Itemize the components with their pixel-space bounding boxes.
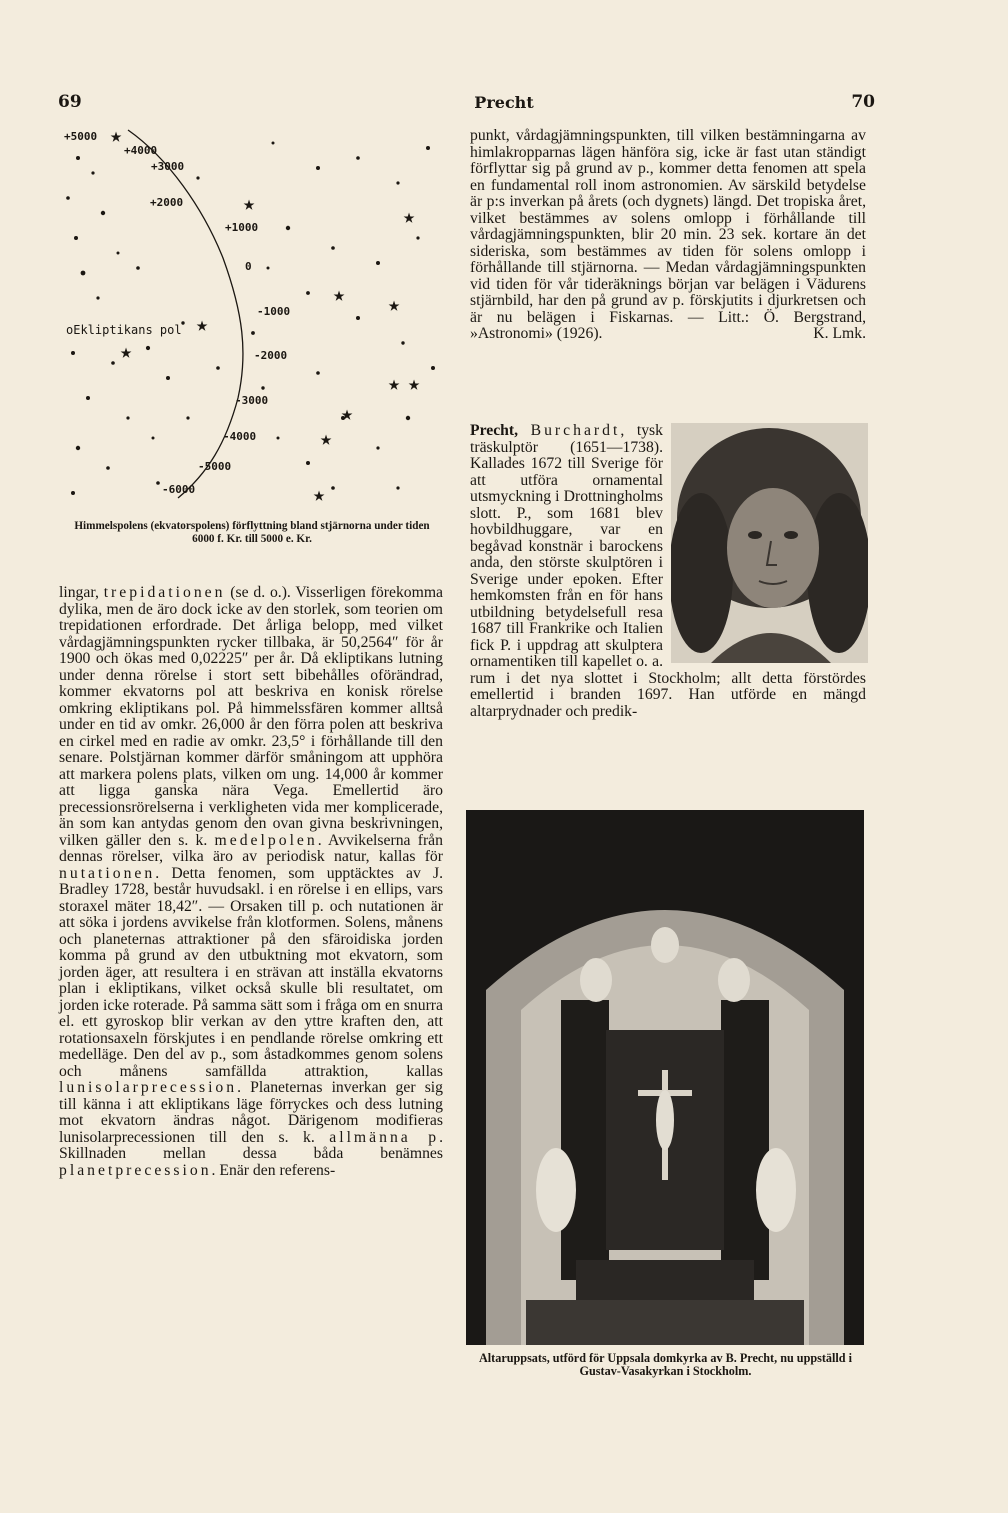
text-run: lingar,	[59, 584, 104, 601]
altar-svg	[466, 810, 864, 1345]
svg-text:★: ★	[120, 339, 133, 363]
svg-text:★: ★	[403, 204, 416, 228]
figure2-caption: Altaruppsats, utförd för Uppsala domkyrka av B. Precht, nu uppställd i Gustav-Vasakyrkan i Stockholm.	[478, 1351, 853, 1378]
svg-text:★: ★	[110, 123, 123, 147]
label-minus-2000: -2000	[254, 349, 288, 362]
crucifix-figure	[656, 1090, 674, 1150]
page-number-left: 69	[58, 92, 82, 112]
label-plus-3000: +3000	[151, 160, 185, 173]
spaced-term: nutationen	[59, 864, 156, 882]
label-plus-5000: +5000	[64, 130, 98, 143]
precession-continued-paragraph	[470, 128, 866, 343]
running-head: Precht	[474, 93, 534, 112]
label-minus-4000: -4000	[223, 430, 257, 443]
portrait-image	[671, 423, 868, 663]
entry-forename: Burchardt	[530, 422, 621, 439]
svg-text:★: ★	[313, 482, 326, 506]
text-run: . Planeternas inverkan ger sig till känna i att ekliptikans läge förryckes och dess lutning mot ekvatorn ändras något. Därigenom modifieras lunisolarprecessionen till den s. k.	[59, 1079, 443, 1146]
left-column-pillar	[561, 1000, 609, 1280]
text-run: . Enär den referens-	[211, 1161, 336, 1179]
text-run: . Avvikelserna från dennas rörelser, vilka äro av periodisk natur, kallas för	[59, 831, 443, 865]
label-plus-4000: +4000	[124, 144, 158, 157]
left-statue	[536, 1148, 576, 1232]
svg-text:★: ★	[341, 401, 354, 425]
spaced-term: lunisolarprecession	[59, 1079, 238, 1096]
label-minus-3000: -3000	[235, 394, 269, 407]
star-map-svg	[58, 118, 450, 516]
face-shape	[727, 488, 819, 608]
page-number-right: 70	[851, 92, 875, 112]
altar-photo	[466, 810, 864, 1345]
author-signature: K. Lmk.	[813, 325, 866, 342]
right-column-entry	[470, 423, 866, 720]
spaced-term: medelpolen	[214, 831, 318, 849]
left-column	[59, 585, 443, 1179]
text-run: , tysk träskulptör (1651—1738). Kallades 1672 till Sverige för att utföra ornamental utsmyckning i Drottningholms slott. P., som 1681 blev hovbildhuggare, var en begåvad konstnär i barockens anda, den störste skulptören i Sverige under epoken. Efter hemkomsten från en för hans utbildning betydelsefull resa 1687 till Frankrike och Italien fick P. i uppdrag att skulptera ornamentiken till kapellet o. a. rum i det nya slottet i Stockholm; allt detta förstördes emellertid i branden 1697. Han utförde en mängd altarprydnader och predik-	[470, 422, 866, 720]
text-run: punkt, vårdagjämningspunkten, till vilken bestämningarna av himlakropparnas lägen hänföra sig, icke är fast utan ständigt förflyttar sig på grund av p., kommer detta fenomen att spela en fundamental roll inom astronomien. Av särskild betydelse är p:s inverkan på årets (och dygnets) längd. Det tropiska året, vilket bestämmes av solens omlopp i förhållande till vårdagjämningspunkten, blir 20 min. 23 sek. kortare än det sideriska, som bestämmes av tiden för solens omlopp i förhållande till stjärnorna. — Medan vårdagjämningspunkten vid tiden för vår tideräknings början var belägen i Vädurens stjärnbild, har den på grund av p. förskjutits i djurkretsen och är nu belägen i Fiskarnas. — Litt.: Ö. Bergstrand, »Astronomi» (1926).	[470, 127, 866, 342]
text-run: . Detta fenomen, som upptäcktes av J. Bradley 1728, består huvudsakl. i en rörelse i en ellips, vars storaxel mäter 18,42″. — Orsaken till p. och nutationen är att söka i jordens avvikelse från klotformen. Solens, månens och planeternas attraktioner på den sfäroidiska jorden komma på grund av den utbuktning mot ekvatorn, som jorden äger, att resultera i en strävan att inställa ekvatorns plan i ekliptikans, vilket också skulle bli resultatet, om jorden icke roterade. På samma sätt som i fråga om en snurra el. ett gyroskop blir verkan av den yttre kraften den, att rotationsaxeln förskjutes i en pendlande rörelse omkring ett medelläge. Den del av p., som åstadkommes genom solens och månens samfällda attraktion, kallas	[59, 864, 443, 1080]
entry-headword: Precht,	[470, 422, 519, 439]
label-minus-1000: -1000	[257, 305, 291, 318]
spaced-term: trepidationen	[103, 584, 226, 601]
label-plus-1000: +1000	[225, 221, 259, 234]
svg-text:★: ★	[388, 292, 401, 316]
svg-text:★: ★	[408, 371, 421, 395]
svg-text:★: ★	[333, 282, 346, 306]
svg-text:★: ★	[243, 191, 256, 215]
precht-entry	[470, 423, 866, 720]
spaced-term: allmänna p	[329, 1128, 440, 1146]
altar-table	[576, 1260, 754, 1300]
label-zero: 0	[245, 260, 252, 273]
text-run: . Skillnaden mellan dessa båda benämnes	[59, 1128, 444, 1162]
svg-text:★: ★	[320, 426, 333, 450]
ecliptic-pole-label: oEkliptikans pol	[66, 323, 182, 337]
right-statue	[756, 1148, 796, 1232]
precession-paragraph	[59, 585, 443, 1179]
portrait-svg	[671, 423, 868, 663]
svg-text:★: ★	[196, 312, 209, 336]
label-plus-2000: +2000	[150, 196, 184, 209]
text-run: (se d. o.). Visserligen förekomma dylika, men de äro dock icke av den storlek, som teorien om trepidationen erfordrade. Det årliga belopp, med vilket vårdagjämningspunkten rycker tillbaka, är 50,2564″ för år 1900 och ökas med 0,02225″ per år. Då ekliptikans lutning under denna rörelse i stort sett bibehålles oförändrad, kommer ekvatorns pol att beskriva en konisk rörelse omkring ekliptikans pol. På himmelssfären kommer alltså under en tid av omkr. 26,000 år den förra polen att beskriva en cirkel med en radie av omkr. 23,5° i förhållande till den senare. Polstjärnan kommer därför småningom att upphöra att markera polens plats, vilken om ung. 14,000 år kommer att ligga ganska nära Vega. Emellertid äro precessionsrörelserna i verkligheten vida mer komplicerade, än som kan antydas genom den ovan givna beskrivningen, vilken gäller den s. k.	[59, 584, 443, 849]
star-map-figure	[58, 118, 450, 516]
spaced-term: planetprecession	[59, 1161, 212, 1179]
label-minus-6000: -6000	[162, 483, 196, 496]
right-column-top	[470, 128, 866, 343]
right-column-pillar	[721, 1000, 769, 1280]
figure1-caption: Himmelspolens (ekvatorspolens) förflyttning bland stjärnorna under tiden 6000 f. Kr. till 5000 e. Kr.	[74, 520, 430, 545]
label-minus-5000: -5000	[198, 460, 232, 473]
svg-text:★: ★	[388, 371, 401, 395]
